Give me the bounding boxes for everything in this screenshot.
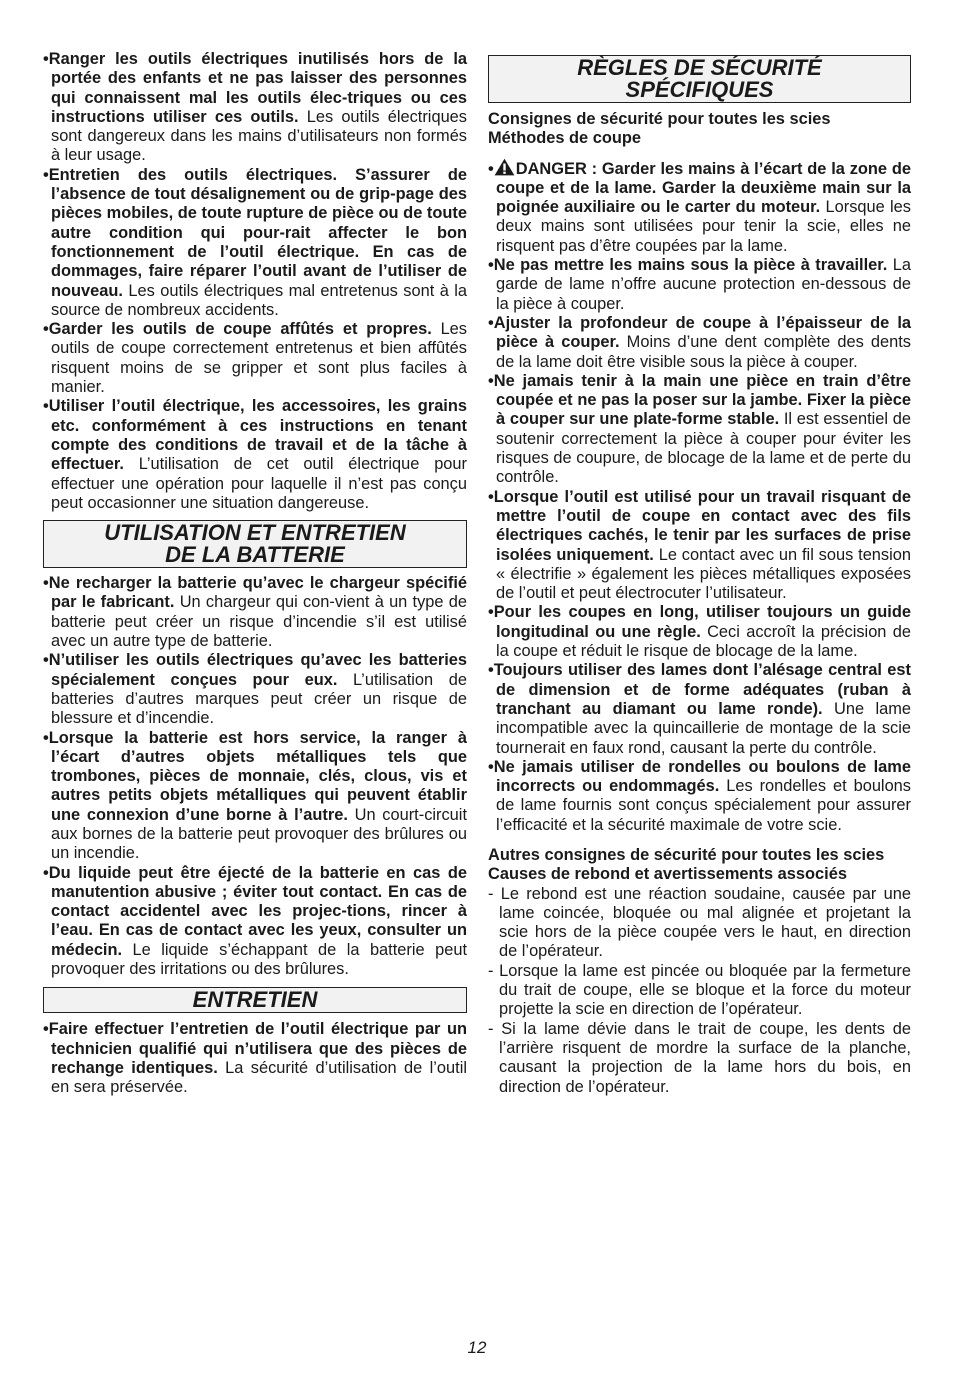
bullet-danger: • DANGER : Garder les mains à l’écart de la zone de coupe et de la lame. Garder la deuxième main sur la poignée auxiliaire ou le carter du moteur. Lorsque les deux mains sont utilisées pour tenir la scie, elles ne risquent pas d’être coupées par la lame. xyxy=(488,159,911,255)
bullet-use-accessories: •Utiliser l’outil électrique, les accessoires, les grains etc. conformément à ces instructions en tenant compte des conditions de travail et de la tâche à effectuer. L’utilisation de cet outil électrique pour effectuer une opération pour laquelle il n’est pas conçu peut occasionner une situation dangereuse. xyxy=(43,397,467,512)
dash-item-pinched: - Lorsque la lame est pincée ou bloquée par la fermeture du trait de coupe, elle se bloque et la force du moteur projette la scie en direction de l’opérateur. xyxy=(488,961,911,1019)
bullet-maintenance: •Entretien des outils électriques. S’assurer de l’absence de tout désalignement ou de grip-page des pièces mobiles, de toute rupture de pièce ou de toute autre condition qui pour-rait affecter le bon fonctionnement de l’outil électrique. En cas de dommages, faire réparer l’outil avant de l’utiliser de nouveau. Les outils électriques mal entretenus sont à la source de nombreux accidents. xyxy=(43,165,467,319)
bullet-rip-fence: •Pour les coupes en long, utiliser toujours un guide longitudinal ou une règle. Ceci accroît la précision de la coupe et réduit le risque de blocage de la lame. xyxy=(488,603,911,661)
specific-rules-heading: RÈGLES DE SÉCURITÉ SPÉCIFIQUES xyxy=(488,55,911,103)
bullet-storage: •Ranger les outils électriques inutilisés hors de la portée des enfants et ne pas laisser des personnes qui connaissent mal les outils élec-triques ou ces instructions utiliser ces outils. Les outils électriques sont dangereux dans les mains d’utilisateurs non formés à leur usage. xyxy=(43,50,467,165)
bullet-hidden-wires: •Lorsque l’outil est utilisé pour un travail risquant de mettre l’outil de coupe en contact avec des fils électriques cachés, le tenir par les surfaces de prise isolées uniquement. Le contact avec un fil sous tension « électrifie » également les pièces métalliques exposées de l’outil et peut électrocuter l’utilisateur. xyxy=(488,487,911,603)
left-column xyxy=(43,50,467,1098)
dash-item-twisted: - Si la lame dévie dans le trait de coupe, les dents de l’arrière risquent de mordre la surface de la planche, causant la projection de la lame hors du bois, en direction de l’opérateur. xyxy=(488,1019,911,1096)
bullet-hands-under: •Ne pas mettre les mains sous la pièce à travailler. La garde de lame n’offre aucune protection en-dessous de la pièce à couper. xyxy=(488,256,911,313)
bullet-service: •Faire effectuer l’entretien de l’outil électrique par un technicien qualifié qui n’utilisera que des pièces de rechange identiques. La sécurité d’utilisation de l’outil en sera préservée. xyxy=(43,1020,467,1097)
service-section-heading: ENTRETIEN xyxy=(43,987,467,1013)
bullet-depth: •Ajuster la profondeur de coupe à l’épaisseur de la pièce à couper. Moins d’une dent complète des dents de la lame doit être visible sous la pièce à couper. xyxy=(488,313,911,371)
saw-instructions-subheading: Consignes de sécurité pour toutes les scies Méthodes de coupe xyxy=(488,110,831,148)
bullet-sharp-tools: •Garder les outils de coupe affûtés et propres. Les outils de coupe correctement entretenus et bien affûtés risquent moins de se gripper et sont plus faciles à manier. xyxy=(43,320,467,397)
bullet-charger: •Ne recharger la batterie qu’avec le chargeur spécifié par le fabricant. Un chargeur qui con-vient à un type de batterie peut créer un risque d’incendie s’il est utilisé avec un autre type de batterie. xyxy=(43,574,468,651)
page-number: 12 xyxy=(467,1338,487,1357)
kickback-subheading: Autres consignes de sécurité pour toutes les scies Causes de rebond et avertissements associés xyxy=(488,845,885,884)
bullet-batteries: •N’utiliser les outils électriques qu’avec les batteries spécialement conçues pour eux. L’utilisation de batteries d’autres marques peut créer un risque de blessure et d’incendie. xyxy=(43,651,467,728)
bullet-battery-liquid: •Du liquide peut être éjecté de la batterie en cas de manutention abusive ; éviter tout contact. En cas de contact accidentel avec les projec-tions, rincer à l’eau. En cas de contact avec les yeux, consulter un médecin. Le liquide s’échappant de la batterie peut provoquer des irritations ou des brûlures. xyxy=(43,863,467,979)
dash-item-kickback: - Le rebond est une réaction soudaine, causée par une lame coincée, bloquée ou mal alignée et projetant la scie hors de la pièce coupée vers le haut, en direction de l’opérateur. xyxy=(488,884,911,961)
bullet-workpiece: •Ne jamais tenir à la main une pièce en train d’être coupée et ne pas la poser sur la jambe. Fixer la pièce à couper sur une plate-forme stable. Il est essentiel de soutenir correctement la pièce à couper pour éviter les risques de coupure, de blocage de la lame et de perte du contrôle. xyxy=(488,371,911,487)
right-column xyxy=(488,50,911,1097)
bullet-battery-storage: •Lorsque la batterie est hors service, la ranger à l’écart d’autres objets métalliques tels que trombones, pièces de monnaie, clés, clous, vis et autres petits objets métalliques qui peuvent établir une connexion d’une borne à l’autre. Un court-circuit aux bornes de la batterie peut provoquer des brûlures ou un incendie. xyxy=(43,728,467,863)
battery-section-heading: UTILISATION ET ENTRETIEN DE LA BATTERIE xyxy=(43,520,467,568)
warning-triangle-icon xyxy=(494,158,515,176)
bullet-washers: •Ne jamais utiliser de rondelles ou boulons de lame incorrects ou endommagés. Les rondelles et boulons de lame fournis sont conçus spécialement pour assurer l’efficacité et la sécurité maximale de votre scie. xyxy=(488,757,911,834)
bullet-arbor: •Toujours utiliser des lames dont l’alésage central est de dimension et de forme adéquates (ruban à tranchant au diamant ou lame ronde). Une lame incompatible avec la quincaillerie de montage de la scie tournerait en faux rond, causant la perte du contrôle. xyxy=(488,661,912,757)
